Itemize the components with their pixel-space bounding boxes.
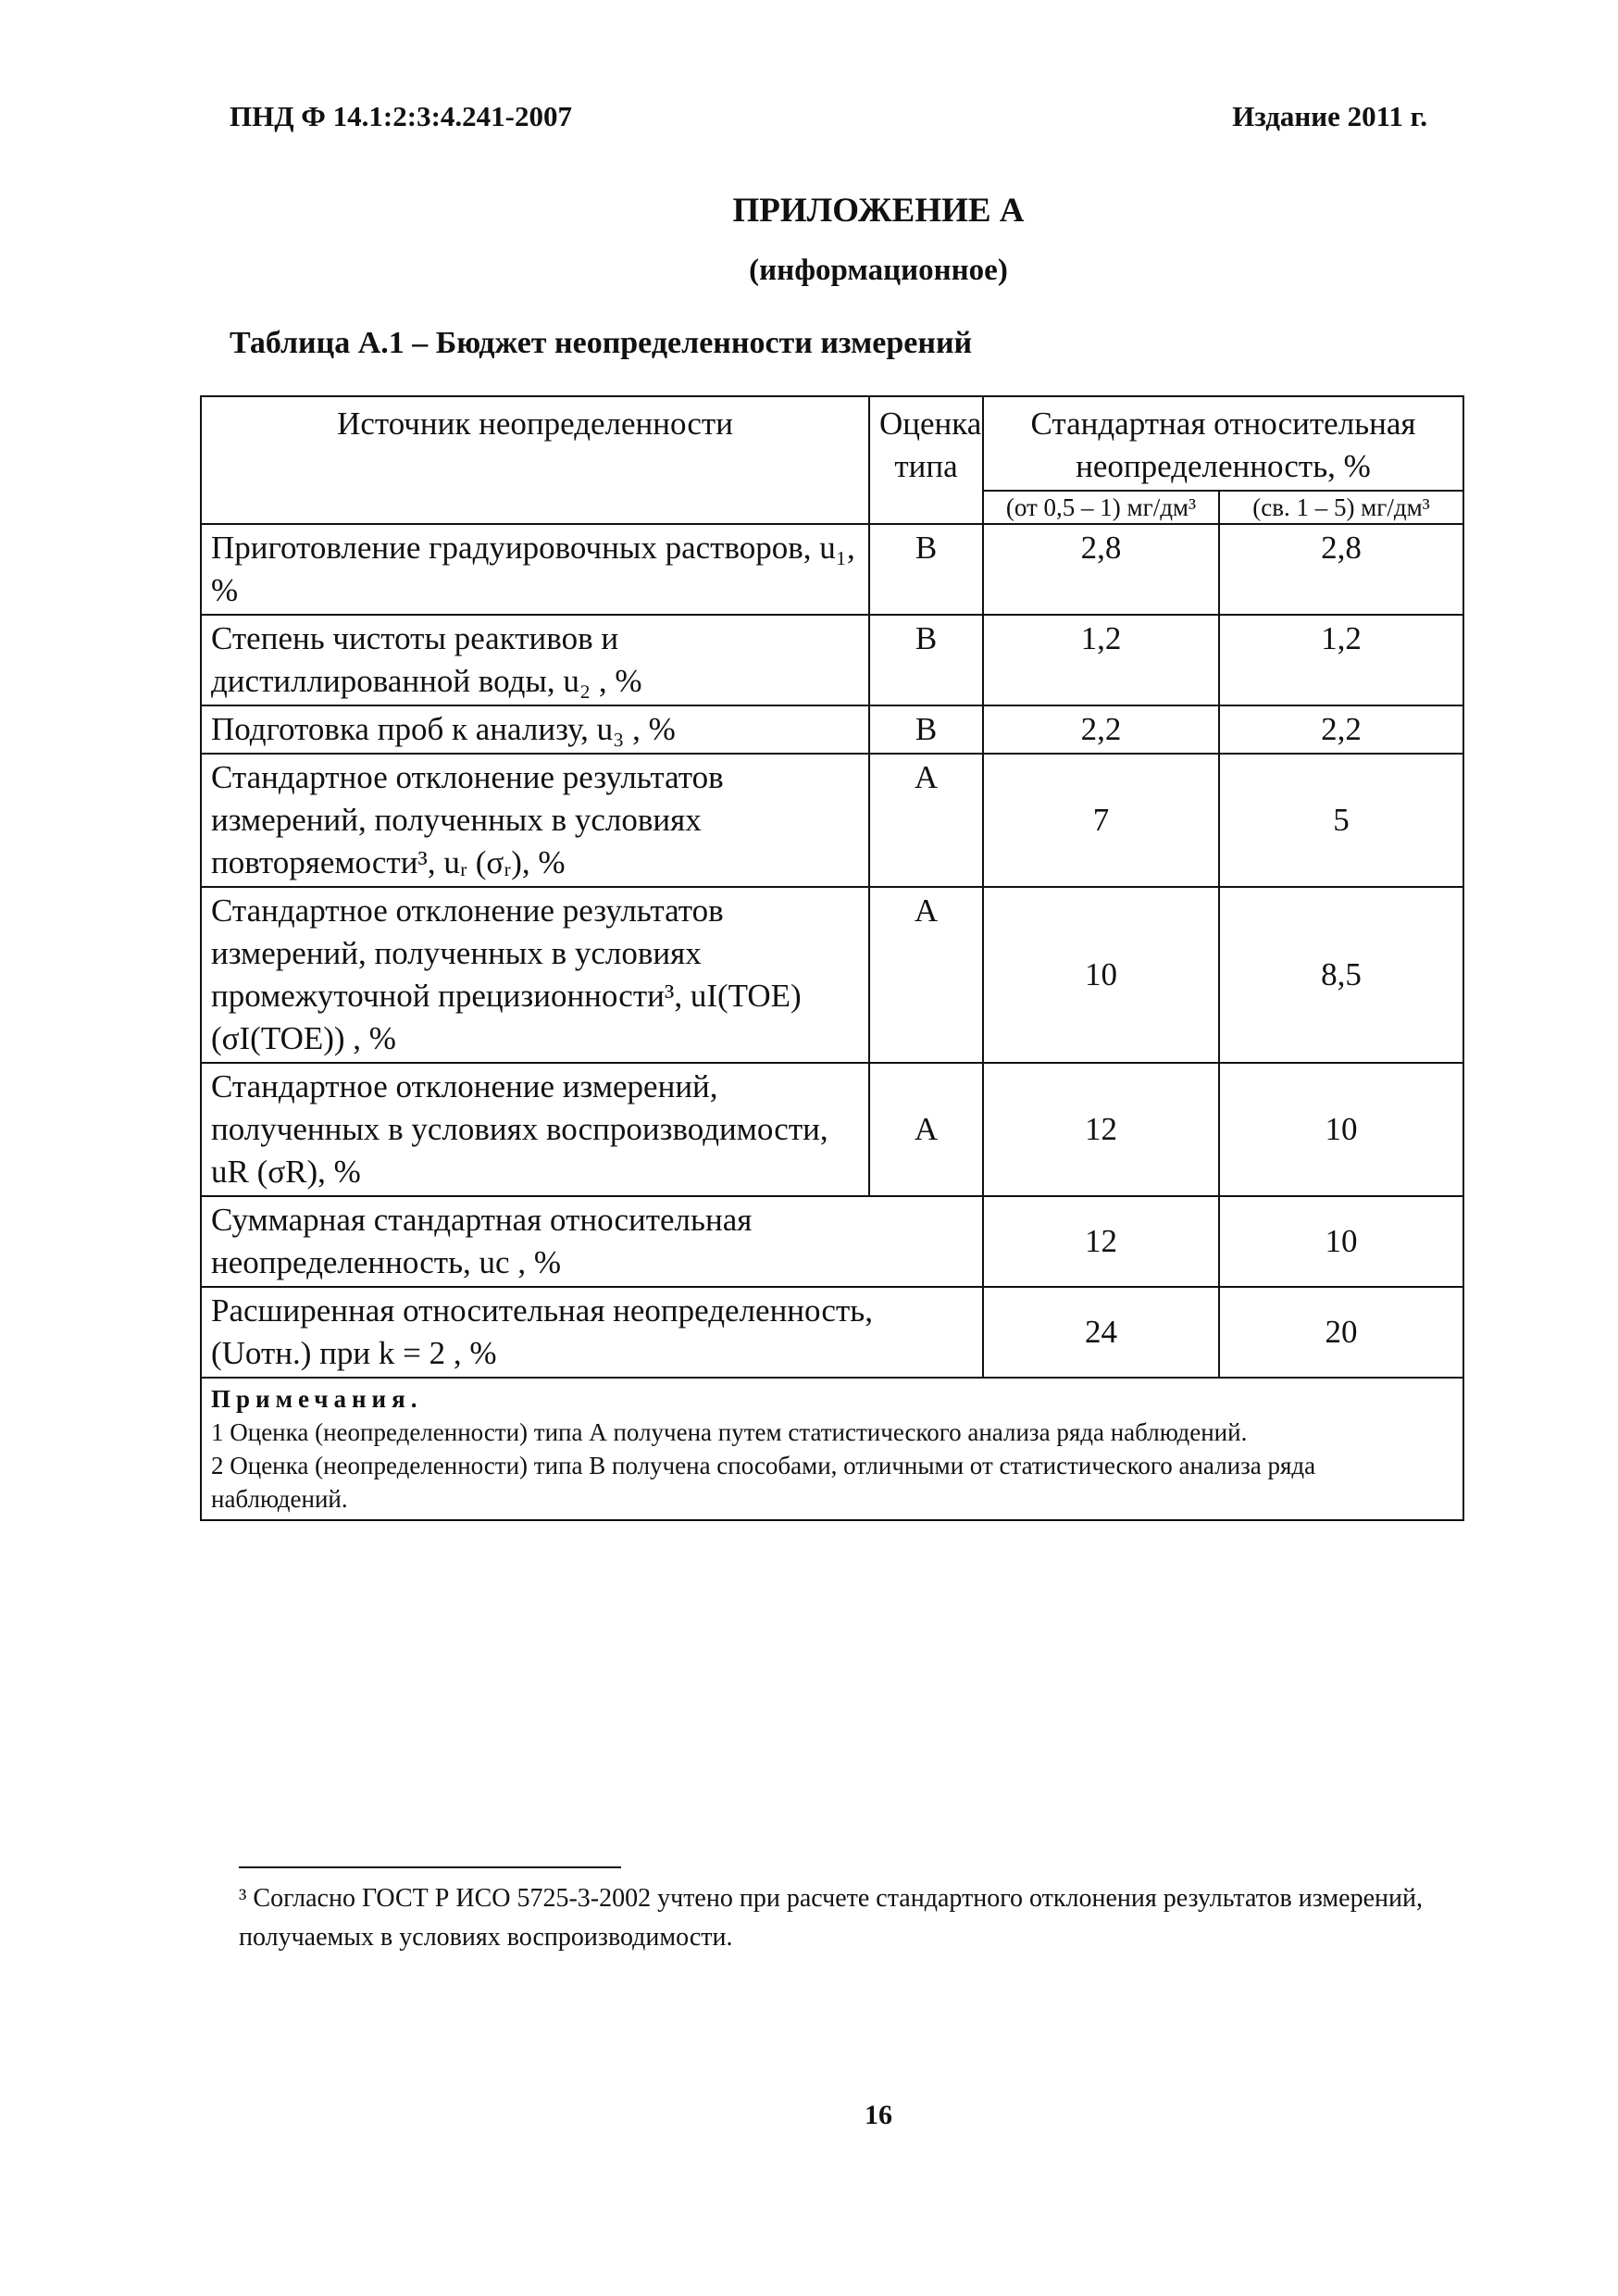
notes-title: Примечания. xyxy=(211,1385,423,1413)
row-value-2: 8,5 xyxy=(1219,887,1463,1063)
summary-value-1: 12 xyxy=(983,1196,1219,1287)
header-source: Источник неопределенности xyxy=(201,396,869,524)
row-type: В xyxy=(869,615,983,705)
row-source: Приготовление градуировочных растворов, u₁, % xyxy=(201,524,869,615)
header-range-2: (св. 1 – 5) мг/дм³ xyxy=(1219,491,1463,524)
table-row xyxy=(201,705,1463,754)
row-type: А xyxy=(869,1063,983,1196)
row-value-1: 7 xyxy=(983,754,1219,887)
table-row xyxy=(201,524,1463,615)
row-value-1: 12 xyxy=(983,1063,1219,1196)
appendix-subtitle: (информационное) xyxy=(749,254,1008,287)
row-type: В xyxy=(869,524,983,615)
row-value-1: 2,8 xyxy=(983,524,1219,615)
row-value-1: 1,2 xyxy=(983,615,1219,705)
table-caption: Таблица А.1 – Бюджет неопределенности измерений xyxy=(230,326,973,360)
table-header-row xyxy=(201,396,1463,491)
row-value-2: 1,2 xyxy=(1219,615,1463,705)
notes-cell xyxy=(201,1378,1463,1520)
row-type: В xyxy=(869,705,983,754)
summary-source: Суммарная стандартная относительная неопределенность, uc , % xyxy=(201,1196,983,1287)
table-row xyxy=(201,887,1463,1063)
row-source: Стандартное отклонение результатов измерений, полученных в условиях промежуточной прецизионности³, uI(TOE) (σI(TOE)) , % xyxy=(201,887,869,1063)
row-type: А xyxy=(869,887,983,1063)
row-type: А xyxy=(869,754,983,887)
summary-row xyxy=(201,1287,1463,1378)
note-item: 1 Оценка (неопределенности) типа А получена путем статистического анализа ряда наблюдений. xyxy=(211,1418,1248,1446)
footnote: ³ Согласно ГОСТ Р ИСО 5725-3-2002 учтено при расчете стандартного отклонения результатов измерений, получаемых в условиях воспроизводимости. xyxy=(239,1884,1423,1952)
uncertainty-budget-table xyxy=(200,395,1464,1521)
row-source: Стандартное отклонение измерений, полученных в условиях воспроизводимости, uR (σR), % xyxy=(201,1063,869,1196)
row-source: Подготовка проб к анализу, u₃ , % xyxy=(201,705,869,754)
summary-source: Расширенная относительная неопределенность, (Uотн.) при k = 2 , % xyxy=(201,1287,983,1378)
row-value-2: 5 xyxy=(1219,754,1463,887)
table-row xyxy=(201,615,1463,705)
row-value-1: 10 xyxy=(983,887,1219,1063)
edition-label: Издание 2011 г. xyxy=(1232,100,1427,132)
page-number: 16 xyxy=(865,2100,892,2130)
row-value-1: 2,2 xyxy=(983,705,1219,754)
summary-value-1: 24 xyxy=(983,1287,1219,1378)
header-type: Оценка типа xyxy=(869,396,983,524)
row-value-2: 2,2 xyxy=(1219,705,1463,754)
row-value-2: 10 xyxy=(1219,1063,1463,1196)
appendix-title: ПРИЛОЖЕНИЕ А xyxy=(732,192,1025,230)
header-range-1: (от 0,5 – 1) мг/дм³ xyxy=(983,491,1219,524)
table-row xyxy=(201,754,1463,887)
note-item: 2 Оценка (неопределенности) типа В получена способами, отличными от статистического анализа ряда наблюдений. xyxy=(211,1452,1316,1513)
table-row xyxy=(201,1063,1463,1196)
row-value-2: 2,8 xyxy=(1219,524,1463,615)
summary-value-2: 10 xyxy=(1219,1196,1463,1287)
summary-value-2: 20 xyxy=(1219,1287,1463,1378)
summary-row xyxy=(201,1196,1463,1287)
document-code: ПНД Ф 14.1:2:3:4.241-2007 xyxy=(230,100,572,132)
footnote-divider xyxy=(239,1866,621,1868)
row-source: Стандартное отклонение результатов измерений, полученных в условиях повторяемости³, uᵣ (σᵣ), % xyxy=(201,754,869,887)
notes-row xyxy=(201,1378,1463,1520)
header-uncertainty: Стандартная относительная неопределенность, % xyxy=(983,396,1463,491)
row-source: Степень чистоты реактивов и дистиллированной воды, u₂ , % xyxy=(201,615,869,705)
